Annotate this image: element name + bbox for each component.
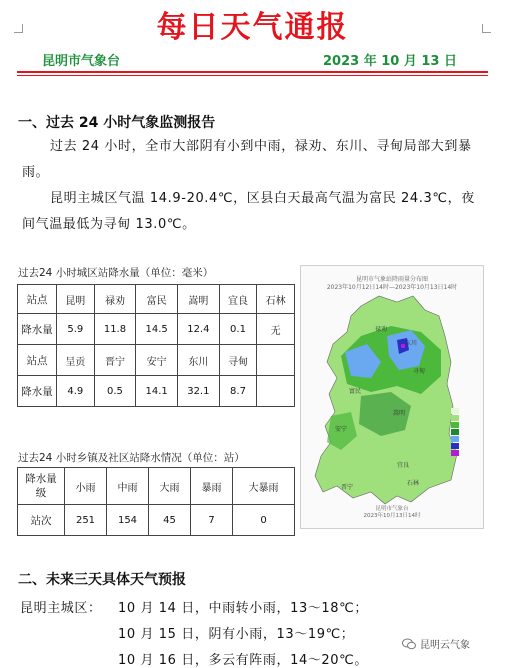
- map-label: 寻甸: [413, 368, 426, 375]
- level-table-caption: 过去24 小时乡镇及社区站降水情况（单位：站）: [18, 452, 245, 464]
- map-label: 禄劝: [375, 326, 388, 333]
- rainfall-map: [300, 265, 484, 529]
- table-cell: 32.1: [178, 376, 220, 407]
- table-cell: 5.9: [57, 314, 95, 345]
- table-cell: 降水量级: [18, 468, 65, 505]
- table-cell: 东川: [178, 345, 220, 376]
- table-cell: 富民: [136, 285, 178, 314]
- table-cell: 154: [107, 505, 149, 536]
- map-subtitle: 2023年10月12日14时—2023年10月13日14时: [326, 284, 458, 291]
- rain-table-caption: 过去24 小时城区站降水量（单位：毫米）: [18, 267, 214, 279]
- table-cell: [257, 345, 295, 376]
- section1-paragraph-2: 昆明主城区气温 14.9-20.4℃，区县白天最高气温为富民 24.3℃，夜间气温最低为寻甸 13.0℃。: [22, 191, 475, 232]
- table-cell: [257, 376, 295, 407]
- level-table: [17, 467, 295, 536]
- corner-mark: [482, 24, 491, 33]
- table-cell: 宜良: [219, 285, 257, 314]
- table-cell: 昆明: [57, 285, 95, 314]
- table-cell: 4.9: [57, 376, 95, 407]
- map-label: 晋宁: [341, 484, 354, 491]
- table-cell: 0: [233, 505, 295, 536]
- header-divider-thin: [17, 75, 488, 76]
- table-row: [18, 285, 295, 314]
- report-date: 2023 年 10 月 13 日: [323, 54, 457, 69]
- table-cell: 站点: [18, 285, 57, 314]
- map-label: 石林: [407, 480, 420, 487]
- map-label: 安宁: [335, 426, 348, 433]
- table-cell: 大暴雨: [233, 468, 295, 505]
- map-label: 嵩明: [393, 410, 406, 417]
- table-cell: 石林: [257, 285, 295, 314]
- table-row: [18, 468, 295, 505]
- table-cell: 站点: [18, 345, 57, 376]
- forecast-line-3: 10 月 16 日，多云有阵雨，14～20℃。: [118, 653, 368, 668]
- table-cell: 站次: [18, 505, 65, 536]
- table-cell: 0.1: [219, 314, 257, 345]
- table-row: [18, 505, 295, 536]
- table-cell: 禄劝: [94, 285, 136, 314]
- table-cell: 0.5: [94, 376, 136, 407]
- table-cell: 14.5: [136, 314, 178, 345]
- table-cell: 晋宁: [94, 345, 136, 376]
- table-cell: 无: [257, 314, 295, 345]
- table-cell: 7: [191, 505, 233, 536]
- forecast-line-1: 10 月 14 日，中雨转小雨，13～18℃；: [118, 601, 368, 616]
- table-cell: 寻甸: [219, 345, 257, 376]
- table-cell: 251: [65, 505, 107, 536]
- table-cell: 呈贡: [57, 345, 95, 376]
- map-place-labels: [301, 266, 483, 528]
- table-cell: 8.7: [219, 376, 257, 407]
- forecast-area-label: 昆明主城区：: [20, 601, 102, 616]
- wechat-icon: [402, 638, 416, 650]
- table-cell: 嵩明: [178, 285, 220, 314]
- table-cell: 降水量: [18, 314, 57, 345]
- table-cell: 14.1: [136, 376, 178, 407]
- section1-paragraph-1: 过去 24 小时，全市大部阴有小到中雨，禄劝、东川、寻甸局部大到暴雨。: [22, 139, 472, 180]
- watermark: [402, 636, 470, 651]
- map-label: 宜良: [397, 462, 410, 469]
- report-title: 每日天气通报: [156, 10, 349, 45]
- corner-mark: [14, 24, 23, 33]
- table-row: [18, 345, 295, 376]
- header-divider: [17, 71, 488, 73]
- map-label: 富民: [349, 388, 362, 395]
- table-cell: 45: [149, 505, 191, 536]
- table-row: [18, 376, 295, 407]
- map-label: 东川: [405, 340, 418, 347]
- table-cell: 大雨: [149, 468, 191, 505]
- map-title-text: 昆明市气象站降雨量分布图: [355, 276, 428, 283]
- table-cell: 11.8: [94, 314, 136, 345]
- table-cell: 小雨: [65, 468, 107, 505]
- table-cell: 12.4: [178, 314, 220, 345]
- table-row: [18, 314, 295, 345]
- table-cell: 安宁: [136, 345, 178, 376]
- section2-heading: 二、未来三天具体天气预报: [18, 572, 186, 588]
- map-footer: 昆明市气象台 2023年10月13日14时: [363, 506, 421, 519]
- table-cell: 降水量: [18, 376, 57, 407]
- watermark-text: 昆明云气象: [420, 640, 470, 651]
- table-cell: 暴雨: [191, 468, 233, 505]
- rain-table: [17, 284, 295, 407]
- forecast-line-2: 10 月 15 日，阴有小雨，13～19℃；: [118, 627, 355, 642]
- table-cell: 中雨: [107, 468, 149, 505]
- issuer: 昆明市气象台: [42, 54, 121, 69]
- section1-heading: 一、过去 24 小时气象监测报告: [18, 115, 216, 131]
